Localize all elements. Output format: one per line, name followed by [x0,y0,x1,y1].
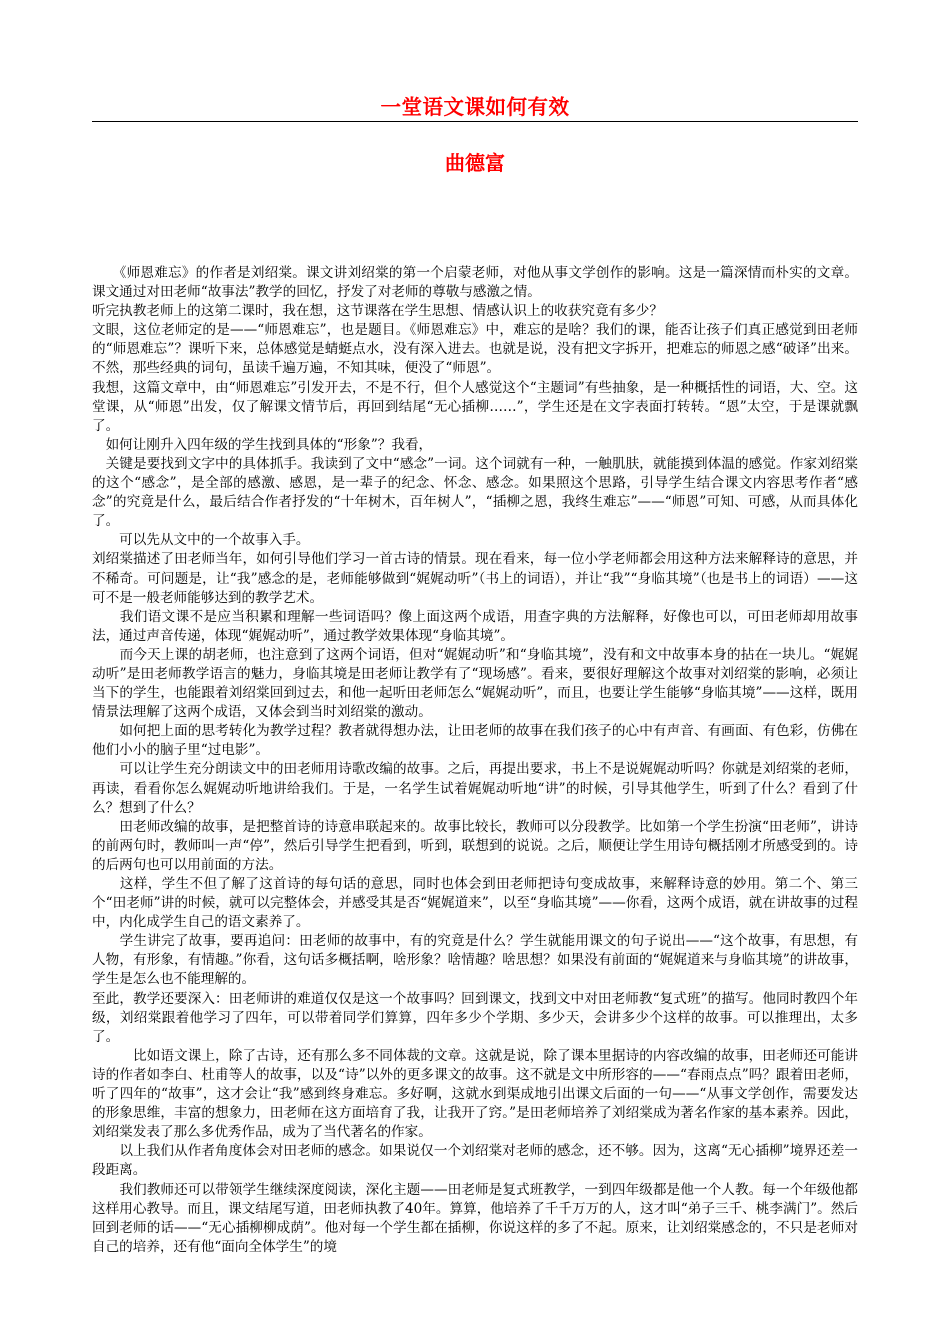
paragraph: 学生讲完了故事，要再追问：田老师的故事中，有的究竟是什么？学生就能用课文的句子说出——“这个故事，有思想，有人物，有形象，有情趣。”你看，这句话多概括啊，啥形象？啥情趣？啥思想？如果没有前面的“娓娓道来与身临其境”的讲故事，学生是怎么也不能理解的。 [92,933,858,988]
paragraph: 听完执教老师上的这第二课时，我在想，这节课落在学生思想、情感认识上的收获究竟有多少？ [92,303,663,320]
paragraph: 这样，学生不但了解了这首诗的每句话的意思，同时也体会到田老师把诗句变成故事，来解释诗意的妙用。第二个、第三个“田老师”讲的时候，就可以完整体会，并感受其是否“娓娓道来”，以至“身临其境”——你看，这两个成语，就在讲故事的过程中，内化成学生自己的语文素养了。 [92,876,858,931]
document-title: 一堂语文课如何有效 [380,95,570,119]
paragraph: 如何让刚升入四年级的学生找到具体的“形象”？我看， [92,436,433,453]
paragraph: 我们教师还可以带领学生继续深度阅读，深化主题——田老师是复式班教学，一到四年级都是他一个人教。每一个年级他都这样用心教导。而且，课文结尾写道，田老师执教了40年。算算，他培养了千千万万的人，这才叫“弟子三千、桃李满门”。然后回到老师的话——“无心插柳柳成荫”。他对每一个学生都在插柳，你说这样的多了不起。原来，让刘绍棠感念的，不只是老师对自己的培养，还有他“面向全体学生”的境 [92,1181,858,1255]
paragraph: 田老师改编的故事，是把整首诗的诗意串联起来的。故事比较长，教师可以分段教学。比如第一个学生扮演“田老师”，讲诗的前两句时，教师叫一声“停”，然后引导学生把看到，听到，联想到的说说。之后，顺便让学生用诗句概括刚才所感受到的。诗的后两句也可以用前面的方法。 [92,818,858,873]
paragraph: 以上我们从作者角度体会对田老师的感念。如果说仅一个刘绍棠对老师的感念，还不够。因为，这离“无心插柳”境界还差一段距离。 [92,1143,858,1179]
paragraph: 而今天上课的胡老师，也注意到了这两个词语，但对“娓娓动听”和“身临其境”，没有和文中故事本身的拈在一块儿。“娓娓动听”是田老师教学语言的魅力，身临其境是田老师让教学有了“现场感”。看来，要很好理解这个故事对刘绍棠的影响，必须让当下的学生，也能跟着刘绍棠回到过去，和他一起听田老师怎么“娓娓动听”，而且，也要让学生能够“身临其境”——这样，既用情景法理解了这两个成语，又体会到当时刘绍棠的激动。 [92,646,858,721]
paragraph: 文眼，这位老师定的是——“师恩难忘”，也是题目。《师恩难忘》中，难忘的是啥？我们的课，能否让孩子们真正感觉到田老师的“师恩难忘”？课听下来，总体感觉是蜻蜓点水，没有深入进去。也就是说，没有把文字拆开，把难忘的师恩之感“破译”出来。不然，那些经典的词句，虽读千遍万遍，不知其味，便没了“师恩”。 [92,322,858,377]
paragraph: 关键是要找到文字中的具体抓手。我读到了文中“感念”一词。这个词就有一种，一触肌肤，就能摸到体温的感觉。作家刘绍棠的这个“感念”，是全部的感激、感恩，是一辈子的纪念、怀念、感念。如果照这个思路，引导学生结合课文内容思考作者“感念”的究竟是什么，最后结合作者抒发的“十年树木，百年树人”，“插柳之恩，我终生难忘”——“师恩”可知、可感，从而具体化了。 [92,455,858,530]
paragraph: 可以先从文中的一个故事入手。 [92,532,310,549]
paragraph: 如何把上面的思考转化为教学过程？教者就得想办法，让田老师的故事在我们孩子的心中有声音、有画面、有色彩，仿佛在他们小小的脑子里“过电影”。 [92,723,858,759]
paragraph: 比如语文课上，除了古诗，还有那么多不同体裁的文章。这就是说，除了课本里据诗的内容改编的故事，田老师还可能讲诗的作者如李白、杜甫等人的故事，以及“诗”以外的更多课文的故事。这不就是文中所形容的——“春雨点点”吗？跟着田老师，听了四年的“故事”，这才会让“我”感到终身难忘。多好啊，这就水到渠成地引出课文后面的一句——“从事文学创作，需要发达的形象思维，丰富的想象力，田老师在这方面培育了我，让我开了窍。”是田老师培养了刘绍棠成为著名作家的基本素养。因此，刘绍棠发表了那么多优秀作品，成为了当代著名的作家。 [92,1047,858,1141]
paragraph: 我想，这篇文章中，由“师恩难忘”引发开去，不是不行，但个人感觉这个“主题词”有些抽象，是一种概括性的词语，大、空。这堂课，从“师恩”出发，仅了解课文情节后，再回到结尾“无心插柳……”，学生还是在文字表面打转转。“恩”太空，于是课就飘了。 [92,379,858,434]
document-page [92,0,858,1257]
paragraph: 刘绍棠描述了田老师当年，如何引导他们学习一首古诗的情景。现在看来，每一位小学老师都会用这种方法来解释诗的意思，并不稀奇。可问题是，让“我”感念的是，老师能够做到“娓娓动听”（书上的词语），并让“我”“身临其境”（也是书上的词语）——这可不是一般老师能够达到的教学艺术。 [92,551,858,606]
paragraph: 可以让学生充分朗读文中的田老师用诗歌改编的故事。之后，再提出要求，书上不是说娓娓动听吗？你就是刘绍棠的老师，再读，看看你怎么娓娓动听地讲给我们。于是，一名学生试着娓娓动听地“讲”的时候，引导其他学生，听到了什么？看到了什么？想到了什么？ [92,761,858,816]
author-name: 曲德富 [445,151,505,175]
paragraph: 我们语文课不是应当积累和理解一些词语吗？像上面这两个成语，用查字典的方法解释，好像也可以，可田老师却用故事法，通过声音传递，体现“娓娓动听”，通过教学效果体现“身临其境”。 [92,608,858,644]
paragraph: 至此，教学还要深入：田老师讲的难道仅仅是这一个故事吗？回到课文，找到文中对田老师教“复式班”的描写。他同时教四个年级，刘绍棠跟着他学习了四年，可以带着同学们算算，四年多少个学期、多少天，会讲多少个这样的故事。可以推理出，太多了。 [92,990,858,1045]
title-divider [92,121,858,122]
article-body [92,264,858,1257]
paragraph: 《师恩难忘》的作者是刘绍棠。课文讲刘绍棠的第一个启蒙老师，对他从事文学创作的影响。这是一篇深情而朴实的文章。课文通过对田老师“故事法”教学的回忆，抒发了对老师的尊敬与感激之情。 [92,265,858,301]
